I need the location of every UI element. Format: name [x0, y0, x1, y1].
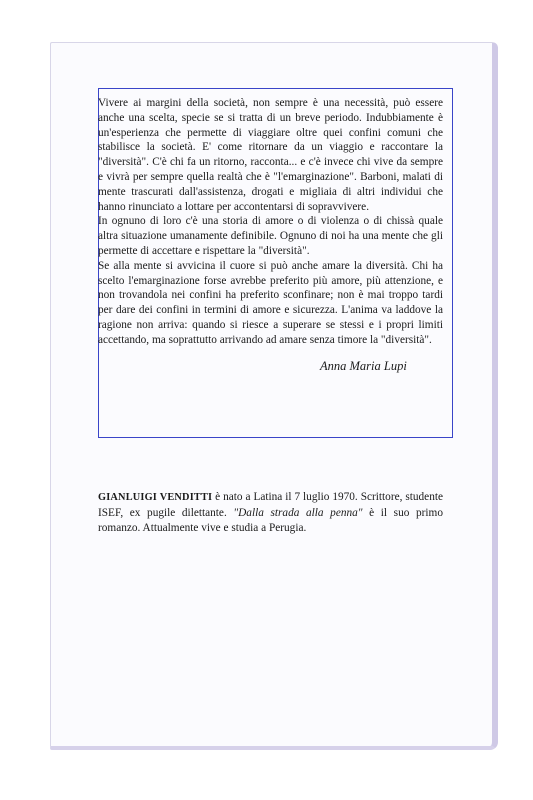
bio-book-title: "Dalla strada alla penna" [233, 506, 363, 519]
quote-paragraph: Vivere ai margini della società, non sempre è una necessità, può essere anche una scelta, specie se si tratta di un breve periodo. Indubbiamente è un'esperienza che permette di viaggiare oltre quei confini comuni che stabilisce la società. E' come ritornare da un viaggio e raccontare la "diversità". C'è chi fa un ritorno, racconta... e c'è invece chi vive da sempre e vivrà per sempre quella realtà che è "l'emarginazione". Barboni, malati di mente trascurati dall'assistenza, drogati e migliaia di altri individui che hanno rinunciato a lottare per accontentarsi di sopravvivere. [98, 97, 443, 213]
bio-author-name: GIANLUIGI VENDITTI [98, 492, 213, 503]
quote-paragraph: Se alla mente si avvicina il cuore si può anche amare la diversità. Chi ha scelto l'emarginazione forse avrebbe preferito più amore, più attenzione, e non trovandola nei confini ha preferito sconfinare; non è mai troppo tardi per dare dei confini in termini di amore e sicurezza. L'anima va laddove la ragione non arriva: quando si riesce a superare se stessi e i propri limiti accettando, ma soprattutto arrivando ad amare senza timore la "diversità". [98, 259, 443, 346]
quote-paragraph: In ognuno di loro c'è una storia di amore o di violenza o di chissà quale altra situazione umanamente definibile. Ognuno di noi ha una mente che gli permette di accettare e rispettare la "diversità". [98, 215, 443, 257]
quote-text [98, 96, 443, 348]
author-bio [98, 490, 443, 535]
quote-author: Anna Maria Lupi [320, 359, 407, 373]
bio-text: è il suo primo romanzo. Attualmente vive e studia a Perugia. [98, 506, 443, 534]
bio-text: è nato a Latina il 7 luglio 1970. Scrittore, studente ISEF, ex pugile dilettante. [98, 491, 443, 519]
